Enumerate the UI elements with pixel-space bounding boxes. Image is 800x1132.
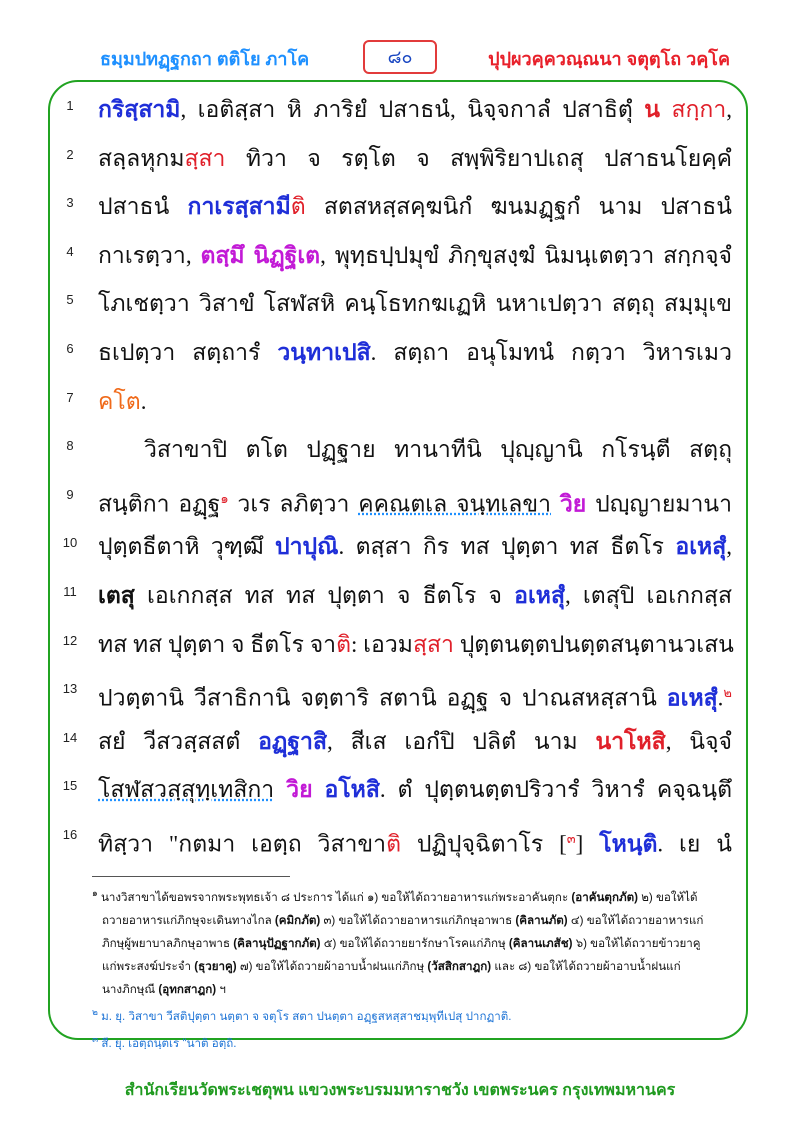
footnotes — [92, 882, 722, 1055]
footnote-term: (อาคันตุกภัต) — [571, 890, 639, 904]
text-line — [58, 426, 738, 475]
text-segment: , เตสุปิ เอเกกสฺส — [565, 582, 732, 608]
text-segment: . — [140, 388, 147, 414]
text-segment: ทิสฺวา "กตมา เอตฺถ วิสาขา — [98, 831, 387, 857]
footnote-text: ๕) ขอให้ได้ถวายยารักษาโรคแก่ภิกษุ — [320, 936, 509, 950]
text-segment: โภเชตฺวา วิสาขํ โสฬสหิ คนฺโธทกฆเฏหิ นหาเปตฺวา สตฺถุ สมฺมุเข — [98, 291, 732, 317]
footnote-term: (ธุวยาคู) — [194, 959, 237, 973]
text-segment: วิสาขาปิ ตโต ปฏฺฐาย ทานาทีนิ ปุญฺญานิ กโรนฺตี สตฺถุ — [144, 437, 732, 463]
footnote-marker: ๒ — [92, 1006, 98, 1017]
footnote-text: ถวายอาหารแก่ภิกษุจะเดินทางไกล — [102, 913, 275, 927]
footnote-term: (คมิกภัต) — [274, 913, 321, 927]
text-segment: ทส ทส ปุตฺตา จ ธีตโร จา — [98, 631, 337, 657]
text-segment: ติ — [290, 194, 306, 220]
line-number: 6 — [66, 340, 74, 356]
line-text — [98, 479, 732, 525]
page-number-box — [363, 40, 437, 74]
line-text — [98, 770, 732, 810]
text-line — [58, 621, 738, 670]
text-segment: อโหสิ — [324, 777, 380, 803]
text-line — [58, 669, 738, 718]
text-body — [58, 86, 738, 864]
footnote-text: ๗) ขอให้ได้ถวายผ้าอาบน้ำฝนแก่ภิกษุ — [236, 959, 428, 973]
footnote-term: (อุทกสาฎก) — [158, 982, 217, 996]
line-number: 11 — [63, 583, 77, 599]
line-number: 13 — [62, 681, 78, 697]
text-segment: , พุทฺธปฺปมุขํ ภิกฺขุสงฺฆํ นิมนฺเตตฺวา สกฺกจฺจํ — [320, 242, 732, 268]
footnote-text: นางวิสาขาได้ขอพรจากพระพุทธเจ้า ๘ ประการ ได้แก่ ๑) ขอให้ได้ถวายอาหารแก่พระอาคันตุกะ — [97, 890, 572, 904]
text-segment: . สตฺถา อนุโมทนํ กตฺวา วิหารเมว — [370, 339, 732, 365]
footnote-text: ๓) ขอให้ได้ถวายอาหารแก่ภิกษุอาพาธ — [320, 913, 516, 927]
text-segment: . เย นํ — [657, 831, 732, 857]
text-segment: , — [726, 534, 732, 560]
line-text — [98, 673, 732, 719]
text-segment: เอเกกสฺส ทส ทส ปุตฺตา จ ธีตโร จ — [134, 582, 515, 608]
footnote-term: (คิลานุปัฏฐากภัต) — [233, 936, 321, 950]
text-segment: โหนฺติ — [599, 831, 658, 857]
text-segment: สตสหสฺสคฺฆนิกํ ฆนมฏฺฐกํ นาม ปสาธนํ — [305, 194, 732, 220]
text-segment: คโต — [98, 388, 141, 414]
line-number: 12 — [62, 632, 78, 648]
text-segment: วิย — [559, 491, 587, 517]
footnote-text: ๒) ขอให้ได้ — [638, 890, 698, 904]
footnote-text: ๖) ขอให้ได้ถวายข้าวยาคู — [572, 936, 701, 950]
line-text — [98, 382, 732, 422]
text-segment: สลฺลหุกม — [98, 145, 185, 171]
header-left-title: ธมฺมปทฏฺฐกถา ตติโย ภาโค — [100, 49, 310, 69]
text-segment: อเหสุํ — [514, 582, 565, 608]
line-number: 3 — [66, 195, 74, 211]
text-segment: : เอวม — [351, 631, 413, 657]
text-line — [58, 572, 738, 621]
footnote-text: ภิกษุผู้พยาบาลภิกษุอาพาธ — [102, 936, 234, 950]
footnote-text: แก่พระสงฆ์ประจำ — [102, 959, 195, 973]
line-number: 7 — [66, 389, 74, 405]
footnote-text: ๔) ขอให้ได้ถวายอาหารแก่ — [567, 913, 704, 927]
footnote-text: และ ๘) ขอให้ได้ถวายผ้าอาบน้ำฝนแก่ — [491, 959, 681, 973]
text-segment: ติ — [386, 831, 401, 857]
line-number: 2 — [66, 146, 74, 162]
footnote-text: ฯ — [216, 982, 226, 996]
text-segment: กาเรตฺวา, — [98, 242, 201, 268]
line-text — [98, 819, 732, 865]
text-segment: ตสฺมึ นิฏฺฐิเต — [200, 242, 321, 268]
footnote-text: ม. ยุ. วิสาขา วีสติปุตฺตา นตฺตา จ จตุโร สตา ปนตฺตา อฏฺฐสหสฺสาชมฺพุทีเปสุ ปากฏาติ. — [97, 1009, 512, 1023]
text-segment: ปสาธนํ — [98, 194, 188, 220]
text-segment: เตสุ — [98, 582, 135, 608]
footnote-text: นางภิกษุณี — [102, 982, 159, 996]
text-line — [58, 135, 738, 184]
text-segment: อเหสุํ — [675, 534, 727, 560]
footnote-ref: ๒ — [723, 685, 732, 701]
line-number: 1 — [66, 98, 74, 113]
line-text — [98, 90, 732, 130]
line-text — [98, 236, 732, 276]
footnote-term: (คิลานภัต) — [515, 913, 568, 927]
line-number: 8 — [66, 438, 74, 454]
text-segment: วนฺทาเปสิ — [277, 339, 371, 365]
line-number: 15 — [62, 778, 78, 794]
footnote-term: (วัสสิกสาฎก) — [427, 959, 492, 973]
text-segment: . ตํ ปุตฺตนตฺตปริวารํ วิหารํ คจฺฉนฺตึ — [379, 777, 733, 803]
line-text — [98, 722, 732, 762]
line-text — [98, 576, 732, 616]
line-number: 10 — [62, 535, 78, 551]
line-number: 14 — [62, 729, 78, 745]
text-segment: , เอติสฺสา หิ ภาริยํ ปสาธนํ, นิจฺจกาลํ ปสาธิตุํ — [180, 97, 645, 122]
text-segment: คคณตเล จนฺทเลขา — [358, 491, 552, 517]
footnote-rule — [92, 876, 290, 877]
text-segment — [274, 777, 286, 802]
text-segment: ปฏิปุจฺฉิตาโร [ — [401, 831, 567, 857]
text-segment: สยํ วีสวสฺสสตํ — [98, 728, 259, 754]
line-text — [98, 527, 732, 567]
text-segment: ] — [575, 831, 600, 857]
header-right-title: ปุปฺผวคฺควณฺณนา จตุตฺโถ วคฺโค — [488, 49, 730, 69]
text-segment — [660, 97, 671, 122]
page-number: ๘๐ — [387, 47, 413, 67]
text-segment: ปุตฺตนตฺตปนตฺตสนฺตานวเสน — [453, 631, 734, 657]
text-segment: , — [726, 97, 733, 122]
text-segment: โสฬสวสฺสุทฺเทสิกา — [98, 777, 275, 803]
institution-footer: สำนักเรียนวัดพระเชตุพน แขวงพระบรมมหาราชวัง เขตพระนคร กรุงเทพมหานคร — [124, 1082, 676, 1099]
footnote-line — [92, 955, 722, 978]
text-segment: กาเรสฺสามี — [187, 194, 291, 220]
text-line — [58, 523, 738, 572]
text-segment: วิย — [286, 777, 313, 803]
footnote-ref: ๓ — [566, 830, 576, 846]
text-segment: ติ — [336, 631, 352, 657]
footnote-2 — [92, 1001, 722, 1028]
footnote-line — [92, 978, 722, 1001]
line-text — [98, 333, 732, 373]
footnote-marker: ๑ — [92, 888, 98, 898]
line-text — [98, 284, 732, 324]
text-line — [58, 183, 738, 232]
text-segment: สนฺติกา อฏฺฐ — [98, 491, 221, 517]
text-line — [58, 232, 738, 281]
text-segment: ทิวา จ รตฺโต จ สพฺพิริยาปเถสุ ปสาธนโยคฺคํ — [225, 145, 732, 171]
text-segment: น — [644, 97, 660, 122]
text-segment: สกฺกา — [671, 97, 727, 122]
text-segment: กริสฺสามิ — [98, 97, 181, 122]
text-line — [58, 86, 738, 135]
text-segment: อฏฺฐาสิ — [258, 728, 328, 754]
footnote-line — [92, 909, 722, 932]
line-text — [98, 625, 732, 665]
text-segment: , สีเส เอกํปิ ปลิตํ นาม — [327, 728, 596, 754]
text-segment — [551, 491, 560, 516]
text-line — [58, 815, 738, 864]
text-segment: ปุตฺตธีตาหิ วุฑฺฒึ — [98, 534, 276, 560]
text-segment: , นิจฺจํ — [665, 728, 732, 754]
text-line — [58, 475, 738, 524]
text-segment: . ตสฺสา กิร ทส ปุตฺตา ทส ธีตโร — [338, 534, 676, 560]
footnote-1 — [92, 882, 722, 1001]
text-line — [58, 718, 738, 767]
line-text — [98, 187, 732, 227]
text-line — [58, 329, 738, 378]
text-segment: ปวตฺตานิ วีสาธิกานิ จตฺตาริ สตานิ อฏฺฐ จ ปาณสหสฺสานิ — [98, 685, 667, 711]
text-segment — [313, 777, 325, 802]
text-segment: ปาปุณิ — [275, 534, 339, 560]
text-line — [58, 280, 738, 329]
text-line — [58, 378, 738, 427]
line-text — [98, 139, 732, 179]
text-segment: อเหสุํ — [666, 685, 718, 711]
line-number: 5 — [66, 292, 74, 308]
line-number: 4 — [66, 243, 74, 259]
footnote-text: สี. ยุ. เอตฺถนฺตเร "นาติ อตฺถิ. — [98, 1036, 237, 1050]
footnote-marker: ๓ — [92, 1033, 99, 1044]
line-text — [98, 430, 732, 470]
text-segment: นาโหสิ — [595, 728, 666, 754]
footnote-ref: ๑ — [220, 490, 229, 506]
text-segment: ปญฺญายมานา — [586, 491, 733, 517]
text-segment: วเร ลภิตฺวา — [228, 491, 359, 517]
footnote-term: (คิลานเภสัช) — [508, 936, 573, 950]
footnote-line — [92, 932, 722, 955]
text-segment: . — [717, 685, 724, 711]
line-number: 9 — [66, 486, 74, 502]
text-segment: สฺสา — [412, 631, 454, 657]
line-number: 16 — [62, 826, 78, 842]
text-line — [58, 766, 738, 815]
footnote-3 — [92, 1028, 722, 1055]
text-segment: ธเปตฺวา สตฺถารํ — [98, 339, 278, 365]
text-segment: สฺสา — [184, 145, 226, 171]
